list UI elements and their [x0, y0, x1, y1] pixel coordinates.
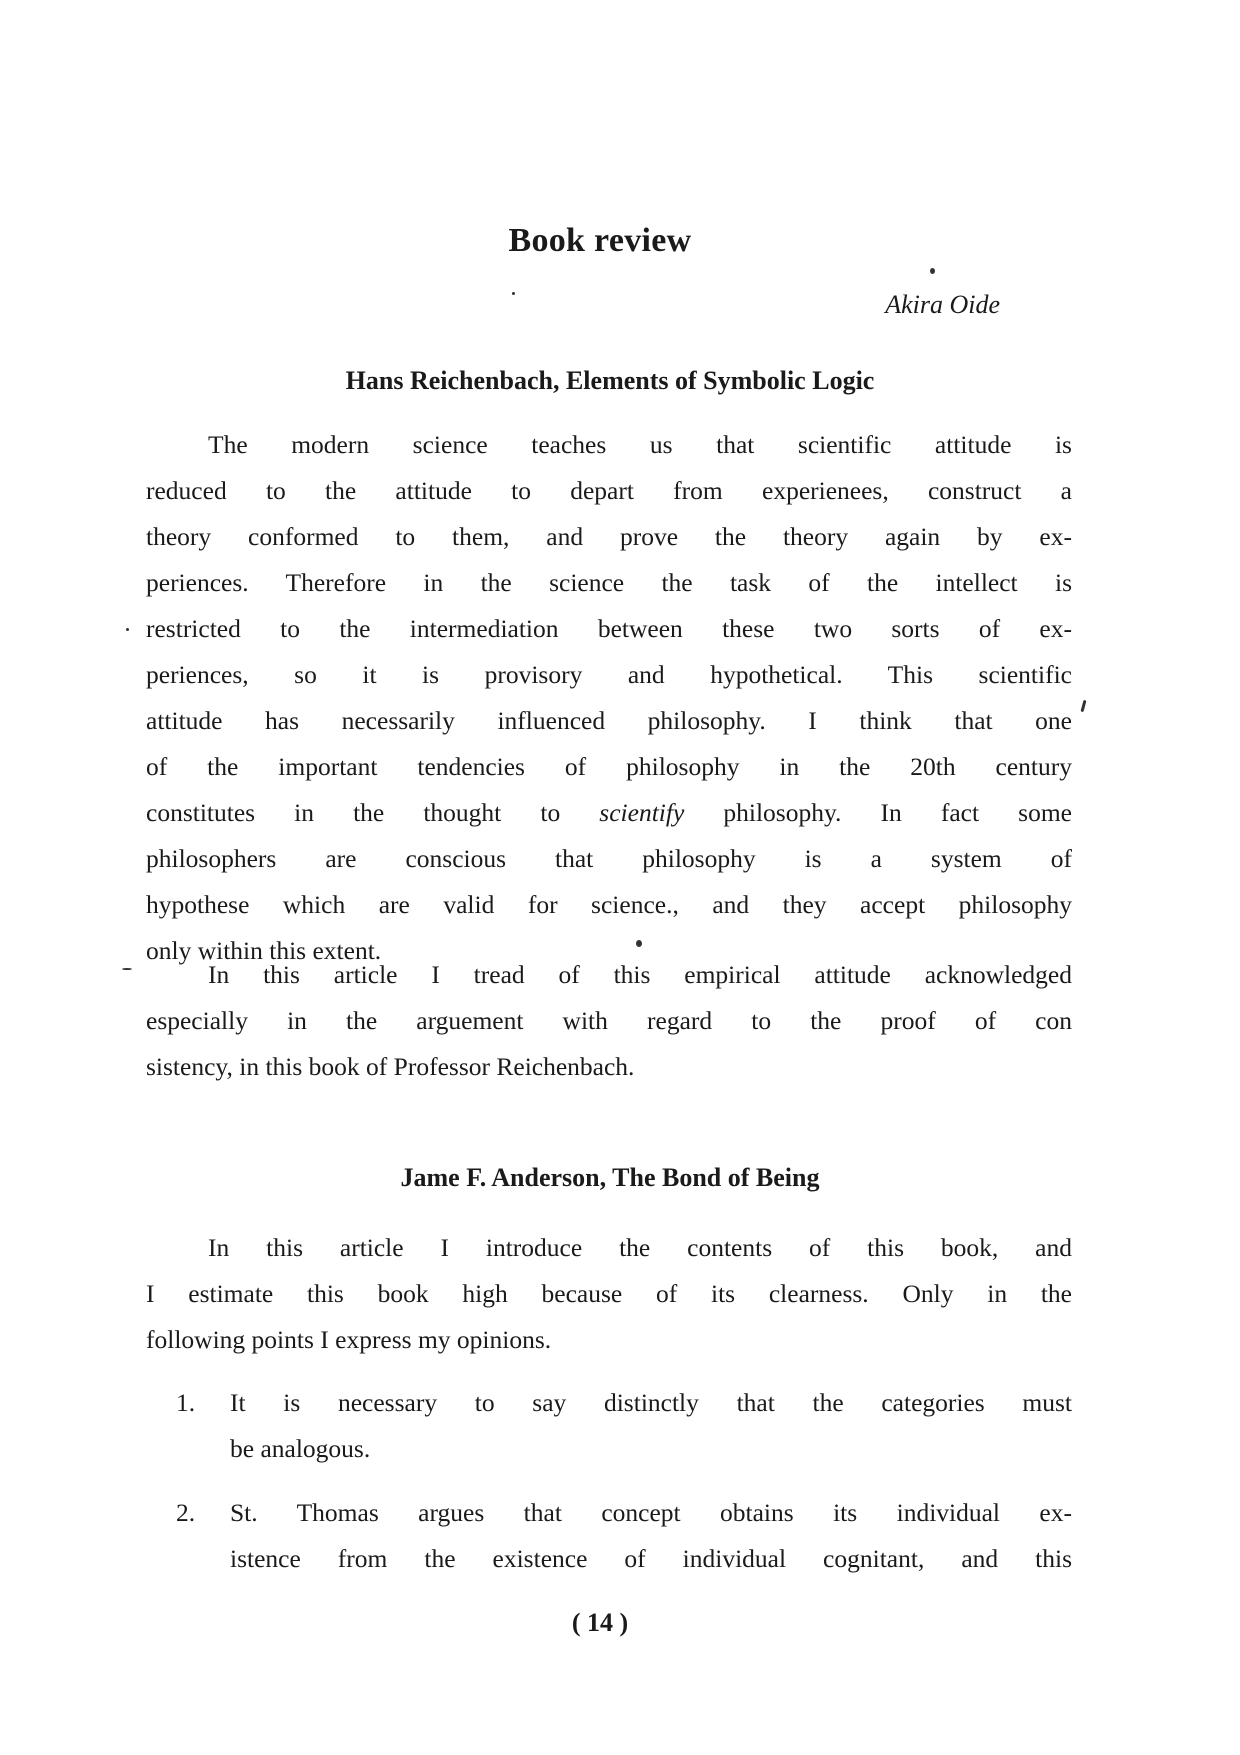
text-line: of the important tendencies of philosophy in the 20th century [146, 752, 1072, 781]
list-number: 1. [176, 1388, 196, 1417]
text-line: theory conformed to them, and prove the theory again by ex- [146, 522, 1072, 551]
text-line: restricted to the intermediation between these two sorts of ex- [146, 614, 1072, 643]
scan-speck [512, 292, 515, 295]
list-text [230, 1380, 1072, 1472]
text-line: philosophers are conscious that philosophy is a system of [146, 844, 1072, 873]
paragraph-reichenbach-2 [146, 952, 1072, 1090]
text-line: I estimate this book high because of its clearness. Only in the [146, 1279, 1072, 1308]
text-line: especially in the arguement with regard to the proof of con [146, 1006, 1072, 1035]
author-name: Akira Oide [885, 290, 1000, 319]
italic-term: scientify [599, 798, 685, 827]
section-heading-anderson: Jame F. Anderson, The Bond of Being [400, 1163, 820, 1192]
text-line: In this article I tread of this empirical attitude acknowledged [208, 960, 1072, 989]
text-line: reduced to the attitude to depart from experienees, construct a [146, 476, 1072, 505]
text-line: The modern science teaches us that scientific attitude is [208, 430, 1072, 459]
section-heading-reichenbach: Hans Reichenbach, Elements of Symbolic Logic [345, 366, 875, 395]
text-line: attitude has necessarily influenced philosophy. I think that one [146, 706, 1072, 735]
scan-speck [1080, 700, 1086, 712]
scan-speck [122, 968, 132, 970]
text-line: In this article I introduce the contents of this book, and [208, 1233, 1072, 1262]
page-title: Book review [508, 222, 692, 259]
scan-speck [930, 268, 935, 274]
scan-speck [636, 940, 642, 947]
paragraph-anderson-1 [146, 1225, 1072, 1363]
text-line [146, 790, 1072, 836]
text-line: St. Thomas argues that concept obtains its individual ex- [230, 1498, 1072, 1527]
text-segment: constitutes in the thought to [146, 798, 600, 827]
text-line: only within this extent. [146, 936, 382, 965]
text-line: periences. Therefore in the science the task of the intellect is [146, 568, 1072, 597]
text-line: following points I express my opinions. [146, 1325, 552, 1354]
text-line: It is necessary to say distinctly that the categories must [230, 1388, 1072, 1417]
text-line: be analogous. [230, 1434, 371, 1463]
list-number: 2. [176, 1498, 196, 1527]
text-line: istence from the existence of individual cognitant, and this [230, 1544, 1072, 1573]
text-line: hypothese which are valid for science., and they accept philosophy [146, 890, 1072, 919]
list-text [230, 1490, 1072, 1582]
text-line: sistency, in this book of Professor Reichenbach. [146, 1052, 635, 1081]
text-line: periences, so it is provisory and hypothetical. This scientific [146, 660, 1072, 689]
text-segment: philosophy. In fact some [684, 798, 1072, 827]
paragraph-reichenbach-1 [146, 422, 1072, 974]
scan-speck [126, 628, 129, 631]
page-number: ( 14 ) [571, 1608, 629, 1637]
